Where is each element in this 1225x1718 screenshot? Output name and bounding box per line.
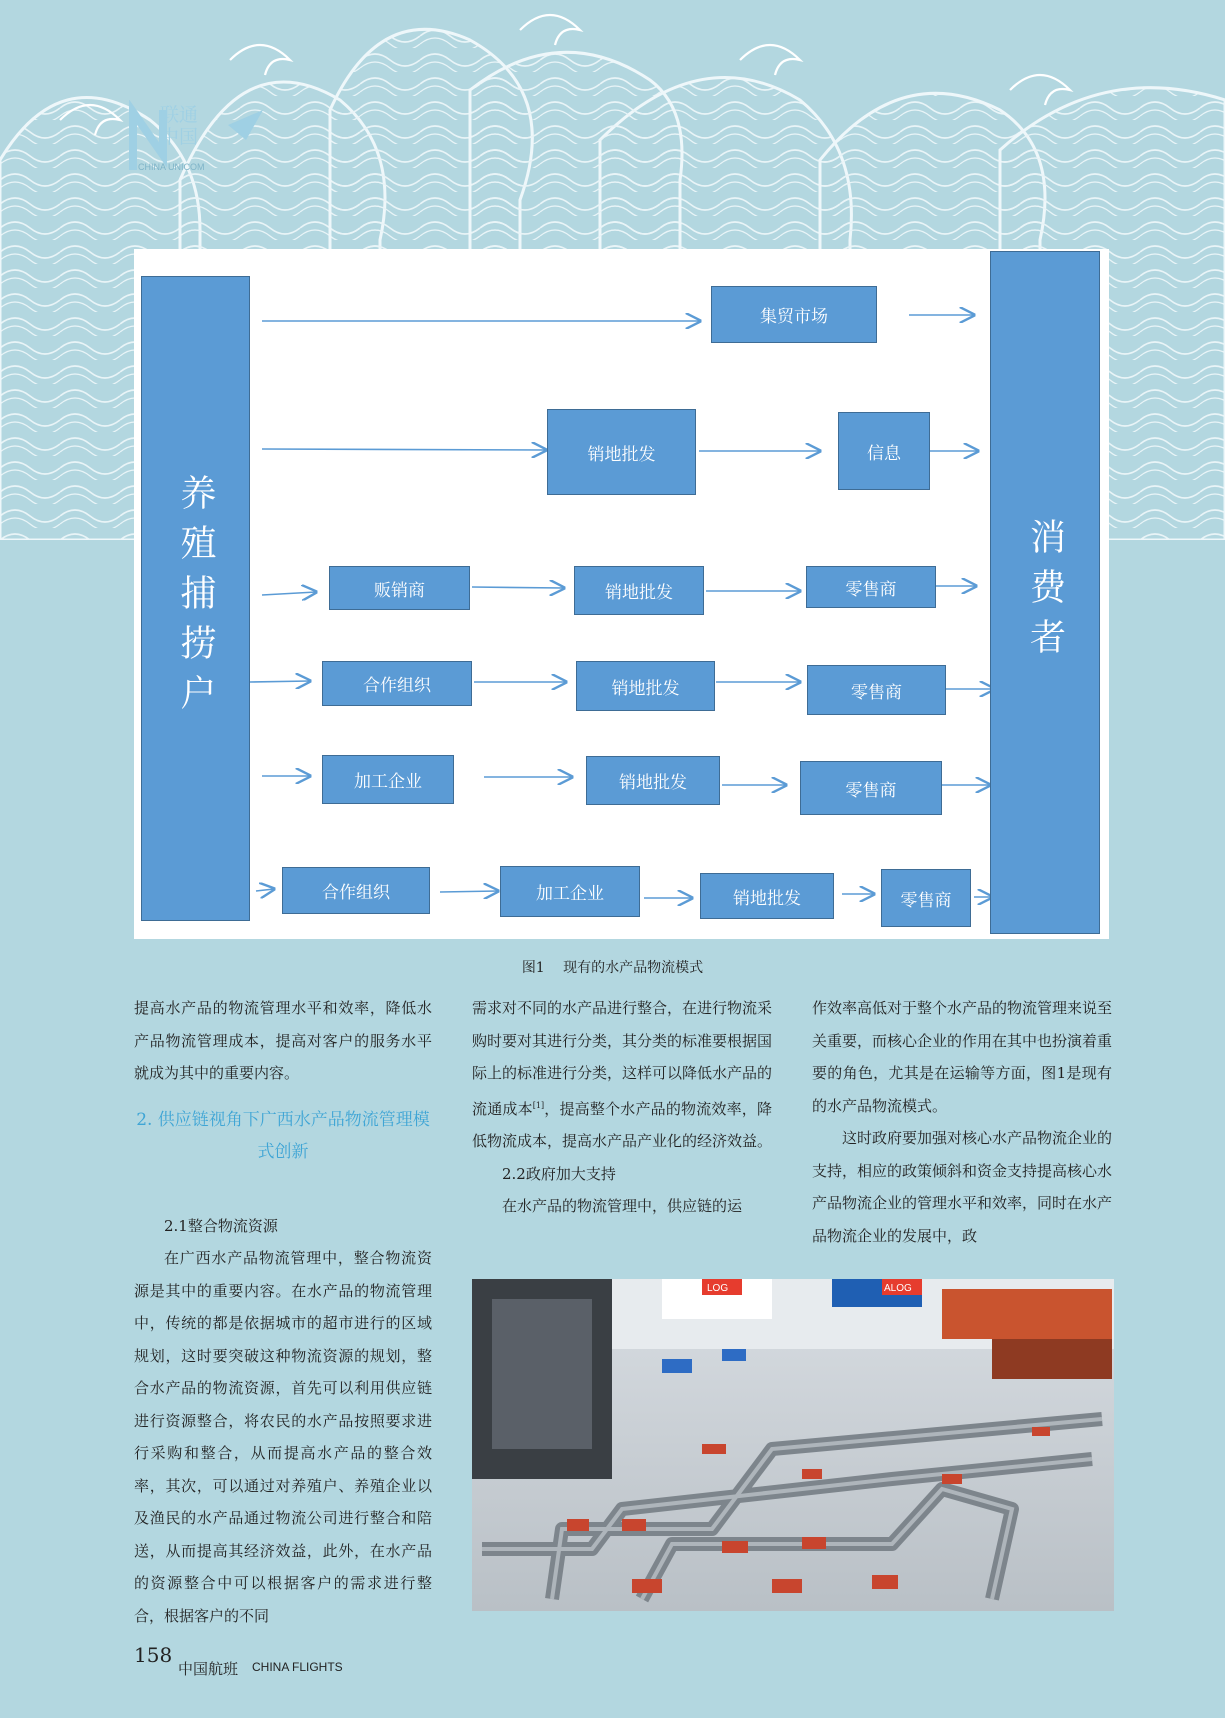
page-number: 158	[134, 1643, 173, 1667]
subsection-heading: 2.2政府加大支持	[502, 1164, 616, 1183]
magazine-title: 中国航班	[178, 1660, 239, 1678]
consumer-label: 消费者	[1024, 517, 1066, 668]
flow-box: 零售商	[881, 869, 971, 927]
logo-latin: CHINA UNICOM	[138, 162, 205, 172]
paragraph: 作效率高低对于整个水产品的物流管理来说至关重要，而核心企业的作用在其中也扮演着重要的角色，尤其是在运输等方面，图1是现有的水产品物流模式。	[812, 999, 1113, 1115]
paragraph: 这时政府要加强对核心水产品物流企业的支持，相应的政策倾斜和资金支持提高核心水产品物流企业的管理水平和效率，同时在水产品物流企业的发展中，政	[812, 1129, 1113, 1245]
flow-box: 销地批发	[547, 409, 696, 495]
paragraph-part: 需求对不同的水产品进行整合，在进行物流采购时要对其进行分类，其分类的标准要根据国际上的标准进行分类，这样可以降低水产品的流通成本	[472, 999, 773, 1118]
flow-box: 信息	[838, 412, 930, 490]
photo-sign: LOG	[707, 1283, 729, 1294]
flow-box: 销地批发	[700, 873, 834, 919]
flow-box: 零售商	[800, 761, 942, 815]
figure-caption: 图1 现有的水产品物流模式	[521, 960, 704, 976]
logo-text: 联通 中国	[160, 104, 199, 148]
aquaculture-source-box	[141, 276, 250, 921]
source-label: 养殖捕捞户	[175, 473, 216, 724]
flow-box: 合作组织	[322, 661, 472, 706]
citation-ref: [1]	[532, 1100, 545, 1110]
subsection-heading: 2.1整合物流资源	[164, 1216, 278, 1235]
paragraph	[472, 992, 772, 1158]
consumer-box	[990, 251, 1100, 934]
flow-box: 集贸市场	[711, 286, 877, 343]
flow-box: 销地批发	[586, 756, 720, 805]
text-column-2	[472, 992, 772, 1223]
logistics-mode-figure	[134, 249, 1109, 939]
flow-box: 销地批发	[574, 566, 704, 615]
flow-box: 加工企业	[322, 755, 454, 804]
text-column-1	[134, 992, 432, 1632]
section-heading: 2. 供应链视角下广西水产品物流管理模式创新	[136, 1109, 430, 1162]
flow-box: 零售商	[806, 566, 936, 608]
warehouse-conveyor-photo	[472, 1279, 1114, 1611]
flow-box: 加工企业	[500, 866, 640, 917]
paragraph: 在广西水产品物流管理中，整合物流资源是其中的重要内容。在水产品的物流管理中，传统的都是依据城市的超市进行的区域规划，这时要突破这种物流资源的规划，整合水产品的物流资源，首先可以利用供应链进行资源整合，将农民的水产品按照要求进行采购和整合，从而提高水产品的整合效率，其次，可以通过对养殖户、养殖企业以及渔民的水产品通过物流公司进行整合和陪送，从而提高其经济效益，此外，在水产品的资源整合中可以根据客户的需求进行整合，根据客户的不同	[134, 1249, 432, 1625]
paragraph: 提高水产品的物流管理水平和效率，降低水产品物流管理成本，提高对客户的服务水平就成为其中的重要内容。	[134, 999, 432, 1082]
magazine-title-en: CHINA FLIGHTS	[252, 1660, 343, 1674]
flow-box: 零售商	[807, 665, 946, 715]
paragraph-part: ，提高整个水产品的物流效率，降低物流成本，提高水产品产业化的经济效益。	[472, 1099, 773, 1150]
flow-box: 销地批发	[576, 661, 715, 711]
flow-box: 合作组织	[282, 867, 430, 914]
photo-sign: ALOG	[884, 1283, 912, 1294]
text-column-3	[812, 992, 1112, 1252]
paragraph: 在水产品的物流管理中，供应链的运	[502, 1197, 743, 1215]
flow-box: 贩销商	[329, 566, 470, 610]
